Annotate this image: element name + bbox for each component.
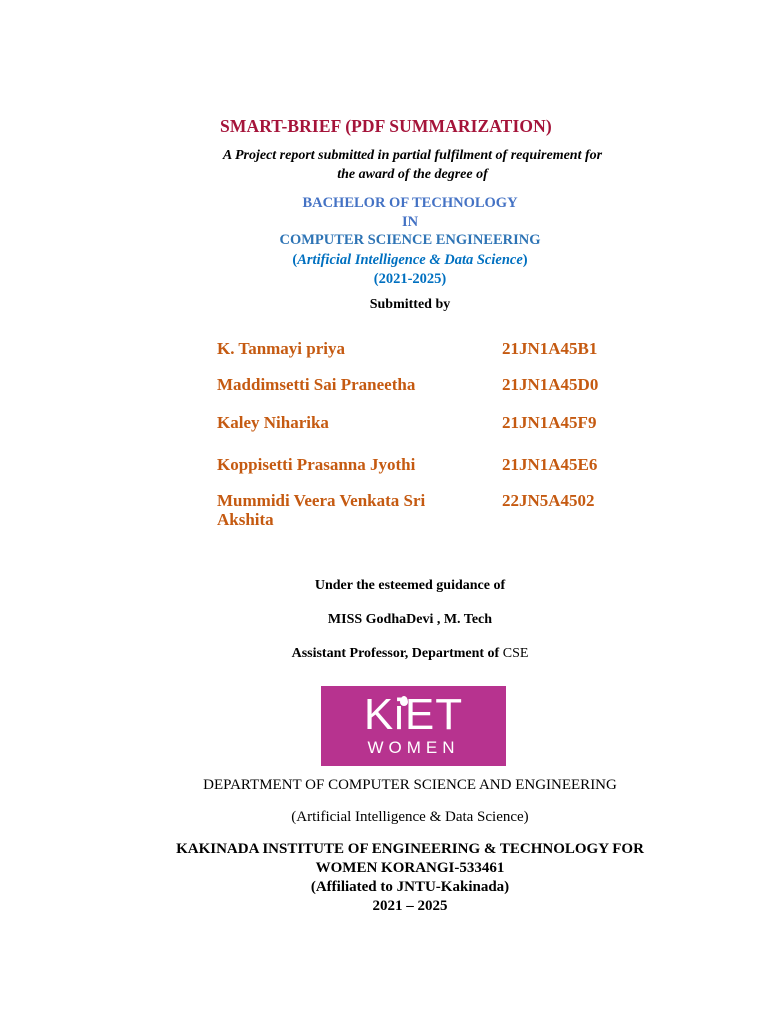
institute-name-line-2: WOMEN KORANGI-533461	[315, 860, 505, 876]
degree-years: (2021-2025)	[373, 271, 447, 287]
degree-branch: COMPUTER SCIENCE ENGINEERING	[279, 232, 541, 248]
institute-name-line-1: KAKINADA INSTITUTE OF ENGINEERING & TECHNOLOGY FOR	[176, 841, 644, 857]
member-name: Maddimsetti Sai Praneetha	[217, 375, 416, 394]
member-roll-number: 21JN1A45B1	[502, 339, 598, 358]
degree-in: IN	[401, 214, 419, 230]
member-roll-number: 22JN5A4502	[502, 491, 595, 510]
intro-text	[190, 146, 635, 184]
guide-designation	[160, 646, 660, 662]
logo-top-text: KiET	[363, 690, 464, 739]
member-name: Mummidi Veera Venkata Sri Akshita	[217, 491, 426, 529]
guidance-heading: Under the esteemed guidance of	[314, 578, 506, 593]
member-name: K. Tanmayi priya	[217, 339, 346, 358]
intro-line-2: the award of the degree of	[337, 167, 488, 182]
guide-name: MISS GodhaDevi , M. Tech	[327, 612, 493, 627]
department-specialization: (Artificial Intelligence & Data Science)	[291, 809, 529, 825]
submitted-by-label: Submitted by	[369, 297, 451, 312]
designation-dept: CSE	[502, 646, 529, 661]
degree-specialization	[160, 252, 660, 269]
spec-open-paren: (	[292, 252, 298, 268]
designation-prefix: Assistant Professor, Department of	[291, 646, 500, 661]
member-roll-number: 21JN1A45F9	[502, 413, 597, 432]
member-roll-number: 21JN1A45D0	[502, 375, 599, 394]
member-name: Koppisetti Prasanna Jyothi	[217, 455, 416, 474]
degree-name: BACHELOR OF TECHNOLOGY	[302, 195, 518, 211]
academic-years: 2021 – 2025	[372, 898, 448, 914]
spec-close-paren: )	[522, 252, 528, 268]
affiliation: (Affiliated to JNTU-Kakinada)	[310, 879, 510, 895]
intro-line-1: A Project report submitted in partial fulfilment of requirement for	[222, 148, 603, 163]
specialization-text: Artificial Intelligence & Data Science	[297, 252, 523, 268]
department-name: DEPARTMENT OF COMPUTER SCIENCE AND ENGINEERING	[203, 777, 617, 793]
kiet-women-logo	[321, 686, 506, 766]
member-name: Kaley Niharika	[217, 413, 329, 432]
member-roll-number: 21JN1A45E6	[502, 455, 598, 474]
project-title: SMART-BRIEF (PDF SUMMARIZATION)	[220, 116, 552, 136]
logo-bottom-text: WOMEN	[367, 738, 460, 757]
